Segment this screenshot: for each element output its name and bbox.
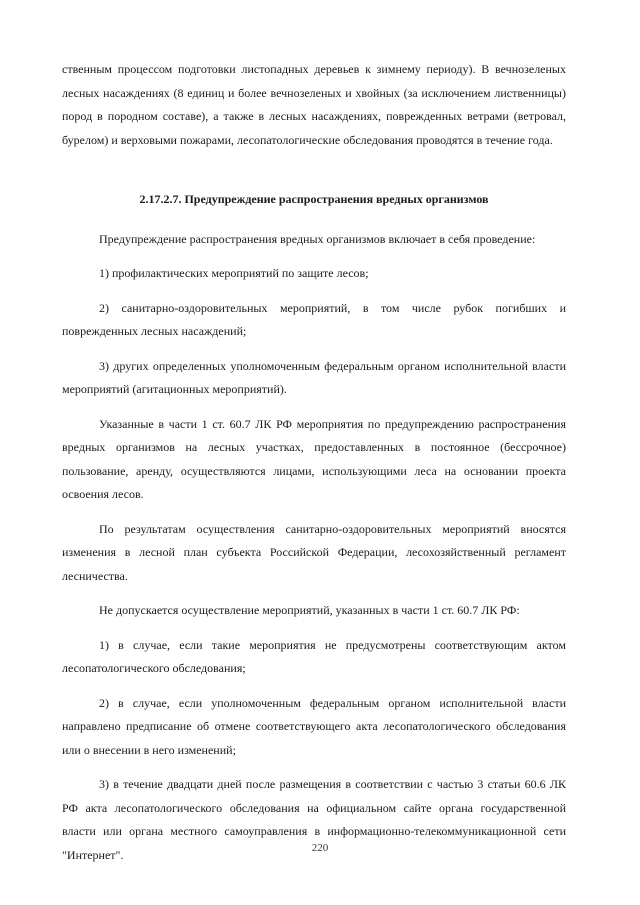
continuation-paragraph: ственным процессом подготовки листопадных деревьев к зимнему периоду). В вечнозеленых лесных насаждениях (8 единиц и более вечнозеленых и хвойных (за исключением лиственницы) пород в породном составе), а также в лесных насаждениях, поврежденных ветрами (ветровал, бурелом) и верховыми пожарами, лесопатологические обследования проводятся в течение года.: [62, 62, 566, 147]
paragraph-prohibition-intro: Не допускается осуществление мероприятий, указанных в части 1 ст. 60.7 ЛК РФ:: [99, 603, 520, 617]
page-number: 220: [311, 842, 329, 854]
section-heading: 2.17.2.7. Предупреждение распространения вредных организмов: [139, 192, 489, 206]
paragraph-intro: Предупреждение распространения вредных организмов включает в себя проведение:: [99, 231, 536, 246]
prohibition-item-2: 2) в случае, если уполномоченным федеральным органом исполнительной власти направлено предписание об отмене соответствующего акта лесопатологического обследования или о внесении в него изменений;: [62, 695, 566, 757]
paragraph-forest-plan-changes: По результатам осуществления санитарно-оздоровительных мероприятий вносятся изменения в лесной план субъекта Российской Федерации, лесохозяйственный регламент лесничества.: [62, 521, 566, 583]
paragraph-responsible-persons: Указанные в части 1 ст. 60.7 ЛК РФ мероприятия по предупреждению распространения вредных организмов на лесных участках, предоставленных в постоянное (бессрочное) пользование, аренду, осуществляются лицами, использующими леса на основании проекта освоения лесов.: [62, 416, 566, 501]
page-content: [62, 58, 566, 878]
prohibition-item-3: 3) в течение двадцати дней после размещения в соответствии с частью 3 статьи 60.6 ЛК РФ акта лесопатологического обследования на официальном сайте органа государственной власти или органа местного самоуправления в информационно-телекоммуникационной сети "Интернет".: [62, 777, 566, 862]
list-item-2: 2) санитарно-оздоровительных мероприятий, в том числе рубок погибших и поврежденных лесных насаждений;: [62, 300, 566, 338]
list-item-3: 3) других определенных уполномоченным федеральным органом исполнительной власти мероприятий (агитационных мероприятий).: [62, 358, 566, 396]
list-item-1: 1) профилактических мероприятий по защите лесов;: [99, 266, 369, 280]
prohibition-item-1: 1) в случае, если такие мероприятия не предусмотрены соответствующим актом лесопатологического обследования;: [62, 637, 566, 675]
